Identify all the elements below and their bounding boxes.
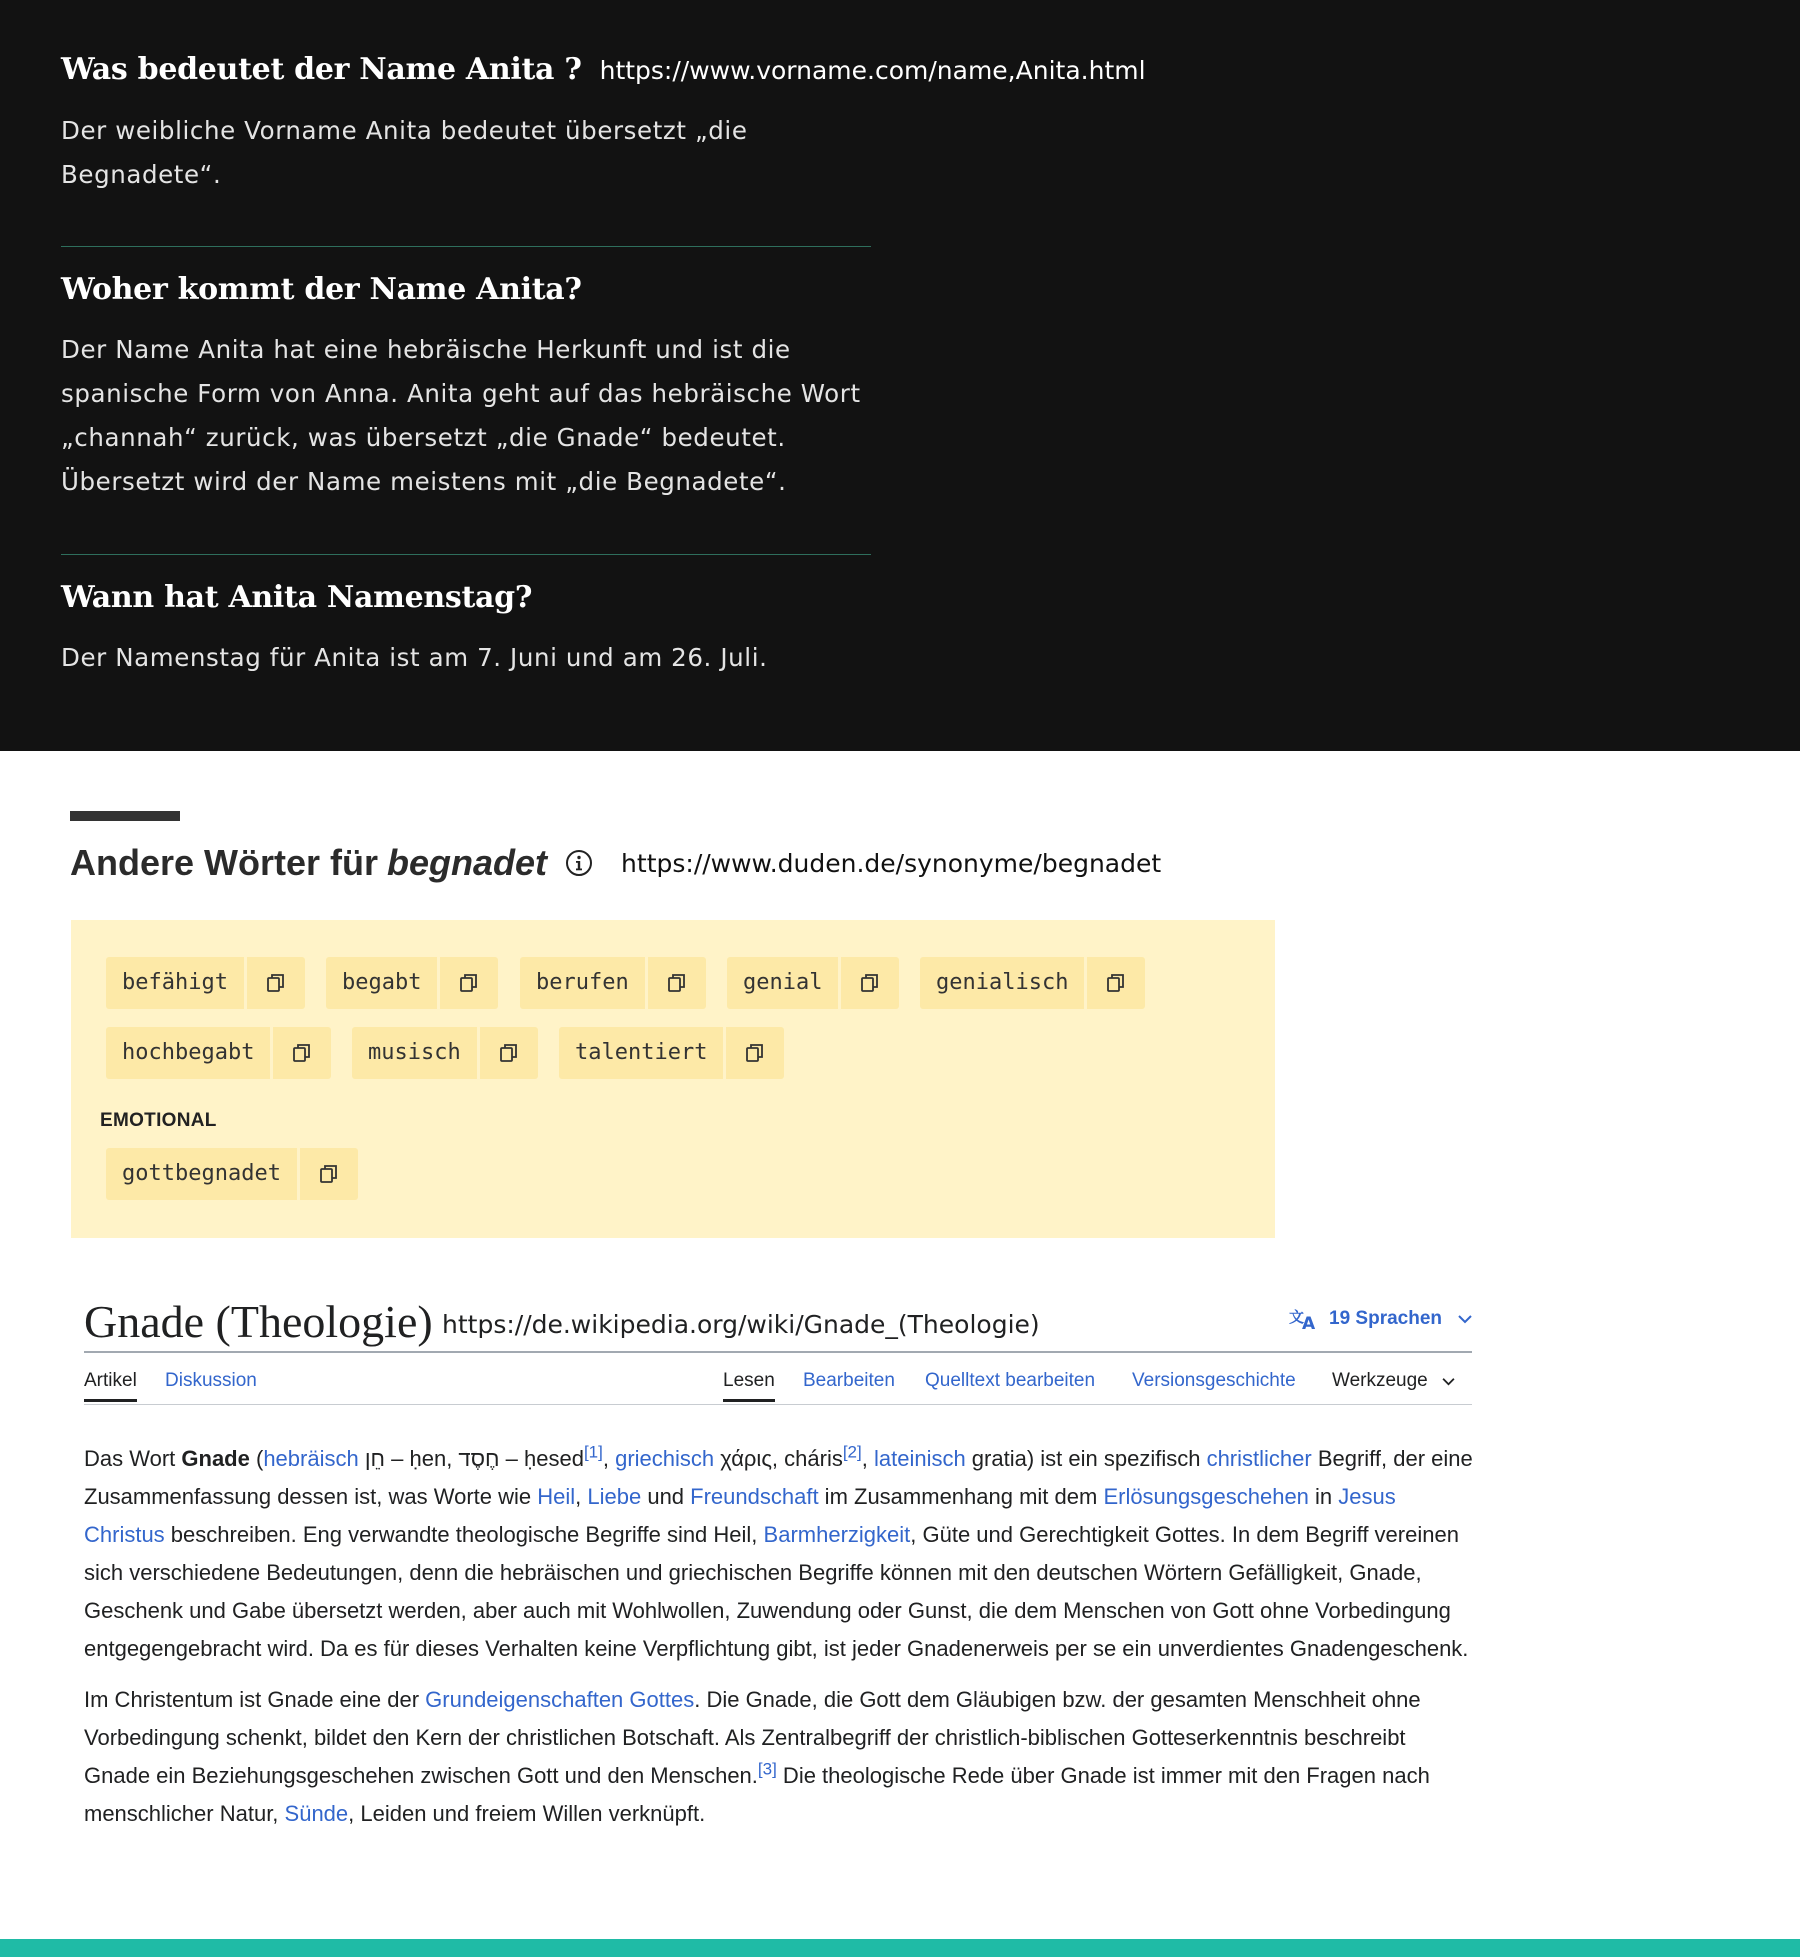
- info-icon[interactable]: [565, 849, 593, 877]
- tab-quelltext-bearbeiten[interactable]: Quelltext bearbeiten: [925, 1370, 1096, 1391]
- reference[interactable]: [2]: [842, 1442, 862, 1462]
- paragraph: Im Christentum ist Gnade eine der Grundeigenschaften Gottes. Die Gnade, die Gott dem Gläubigen bzw. der gesamten Menschheit ohne Vorbedingung schenkt, bildet den Kern der christlichen Botschaft. Als Zentralbegriff der christlich-biblischen Gotteserkenntnis beschreibt Gnade ein Beziehungsgeschehen zwischen Gott und den Menschen.[3] Die theologische Rede über Gnade ist immer mit den Fragen nach menschlicher Natur, Sünde, Leiden und freiem Willen verknüpft.: [84, 1687, 1430, 1826]
- source-url: https://www.vorname.com/name,Anita.html: [599, 56, 1146, 85]
- copy-icon[interactable]: [480, 1027, 538, 1079]
- synonym-link[interactable]: befähigt: [106, 957, 244, 1009]
- link[interactable]: Erlösungsgeschehen: [1103, 1484, 1309, 1509]
- tab-diskussion[interactable]: Diskussion: [165, 1370, 257, 1391]
- synonyms-title: Andere Wörter für begnadet https://www.duden.de/synonyme/begnadet: [70, 842, 1162, 883]
- link[interactable]: Sünde: [284, 1801, 349, 1826]
- synonym-link[interactable]: musisch: [352, 1027, 477, 1079]
- synonym-chip: [520, 957, 706, 1009]
- synonym-link[interactable]: gottbegnadet: [106, 1148, 297, 1200]
- footer-accent-bar: [0, 1939, 1800, 1957]
- synonym-group-label: EMOTIONAL: [100, 1110, 217, 1131]
- reference[interactable]: [3]: [757, 1759, 777, 1779]
- title-accent-bar: [70, 811, 180, 821]
- divider: [61, 246, 871, 247]
- link[interactable]: Barmherzigkeit: [763, 1522, 911, 1547]
- section-heading: Wann hat Anita Namenstag?: [61, 580, 533, 615]
- synonym-chip: [920, 957, 1145, 1009]
- synonym-link[interactable]: genial: [727, 957, 838, 1009]
- synonym-chip: [326, 957, 498, 1009]
- synonym-chip: [727, 957, 899, 1009]
- copy-icon[interactable]: [440, 957, 498, 1009]
- paragraph: Das Wort Gnade (hebräisch חֵן – ḥen, חֶסֶד – ḥesed[1], griechisch χάρις, cháris[2], lateinisch gratia) ist ein spezifisch christlicher Begriff, der eine Zusammenfassung dessen ist, was Worte wie Heil, Liebe und Freundschaft im Zusammenhang mit dem Erlösungsgeschehen in Jesus Christus beschreiben. Eng verwandte theologische Begriffe sind Heil, Barmherzigkeit, Güte und Gerechtigkeit Gottes. In dem Begriff vereinen sich verschiedene Bedeutungen, denn die hebräischen und griechischen Begriffe können mit den deutschen Wörtern Gefälligkeit, Gnade, Geschenk und Gabe übersetzt werden, aber auch mit Wohlwollen, Zuwendung oder Gunst, die dem Menschen von Gott ohne Vorbedingung entgegengebracht wird. Da es für dieses Verhalten keine Verpflichtung gibt, ist jeder Gnadenerweis per se ein unverdientes Gnadengeschenk.: [84, 1442, 1473, 1661]
- copy-icon[interactable]: [273, 1027, 331, 1079]
- vorname-section: [0, 0, 1800, 751]
- copy-icon[interactable]: [300, 1148, 358, 1200]
- section-text: Der Namenstag für Anita ist am 7. Juni und am 26. Juli.: [61, 643, 768, 672]
- tab-artikel[interactable]: Artikel: [84, 1370, 137, 1402]
- source-url: https://www.duden.de/synonyme/begnadet: [621, 848, 1162, 878]
- copy-icon[interactable]: [648, 957, 706, 1009]
- tab-lesen[interactable]: Lesen: [723, 1370, 775, 1402]
- article-body: [84, 1440, 1476, 1846]
- synonym-link[interactable]: talentiert: [559, 1027, 723, 1079]
- copy-icon[interactable]: [726, 1027, 784, 1079]
- synonym-link[interactable]: genialisch: [920, 957, 1084, 1009]
- source-url: https://de.wikipedia.org/wiki/Gnade_(Theologie): [442, 1310, 1040, 1339]
- link[interactable]: Freundschaft: [690, 1484, 819, 1509]
- section-text: Der weibliche Vorname Anita bedeutet übersetzt „die Begnadete“.: [61, 116, 748, 189]
- copy-icon[interactable]: [247, 957, 305, 1009]
- chevron-down-icon: [1442, 1370, 1455, 1391]
- section-text: Der Name Anita hat eine hebräische Herkunft und ist die spanische Form von Anna. Anita geht auf das hebräische Wort „channah“ zurück, was übersetzt „die Gnade“ bedeutet. Übersetzt wird der Name meistens mit „die Begnadete“.: [61, 335, 861, 496]
- translate-icon: [1289, 1307, 1319, 1331]
- synonym-link[interactable]: berufen: [520, 957, 645, 1009]
- page-title: Gnade (Theologie): [84, 1296, 433, 1347]
- reference[interactable]: [1]: [583, 1442, 603, 1462]
- synonym-chip: [106, 1148, 358, 1200]
- link[interactable]: lateinisch: [873, 1446, 966, 1471]
- section-origin: [61, 270, 871, 504]
- link[interactable]: Liebe: [587, 1484, 642, 1509]
- section-heading: Woher kommt der Name Anita?: [61, 272, 582, 307]
- synonym-chip: [559, 1027, 784, 1079]
- chevron-down-icon: [1458, 1308, 1472, 1330]
- tab-versionsgeschichte[interactable]: Versionsgeschichte: [1132, 1370, 1296, 1391]
- synonym-link[interactable]: begabt: [326, 957, 437, 1009]
- link[interactable]: griechisch: [615, 1446, 715, 1471]
- section-meaning: [61, 50, 1146, 197]
- copy-icon[interactable]: [841, 957, 899, 1009]
- link[interactable]: Jesus Christus: [84, 1484, 1396, 1547]
- section-nameday: [61, 578, 871, 680]
- tab-bearbeiten[interactable]: Bearbeiten: [803, 1370, 895, 1391]
- synonym-link[interactable]: hochbegabt: [106, 1027, 270, 1079]
- svg-text:A: A: [1302, 1314, 1316, 1331]
- link[interactable]: hebräisch: [263, 1446, 359, 1471]
- link[interactable]: Grundeigenschaften Gottes: [425, 1687, 695, 1712]
- link[interactable]: christlicher: [1206, 1446, 1312, 1471]
- synonym-chip: [106, 957, 305, 1009]
- copy-icon[interactable]: [1087, 957, 1145, 1009]
- wiki-tabs: [84, 1364, 1472, 1405]
- svg-text:文: 文: [1289, 1308, 1305, 1326]
- tools-menu[interactable]: Werkzeuge: [1332, 1370, 1455, 1402]
- languages-button[interactable]: 文 A 19 Sprachen: [1289, 1307, 1472, 1331]
- link[interactable]: Heil: [537, 1484, 576, 1509]
- section-heading: Was bedeutet der Name Anita ? https://www.vorname.com/name,Anita.html: [61, 52, 1146, 87]
- divider: [61, 554, 871, 555]
- synonym-chip: [106, 1027, 331, 1079]
- wiki-header: [84, 1295, 1472, 1353]
- synonym-chip: [352, 1027, 538, 1079]
